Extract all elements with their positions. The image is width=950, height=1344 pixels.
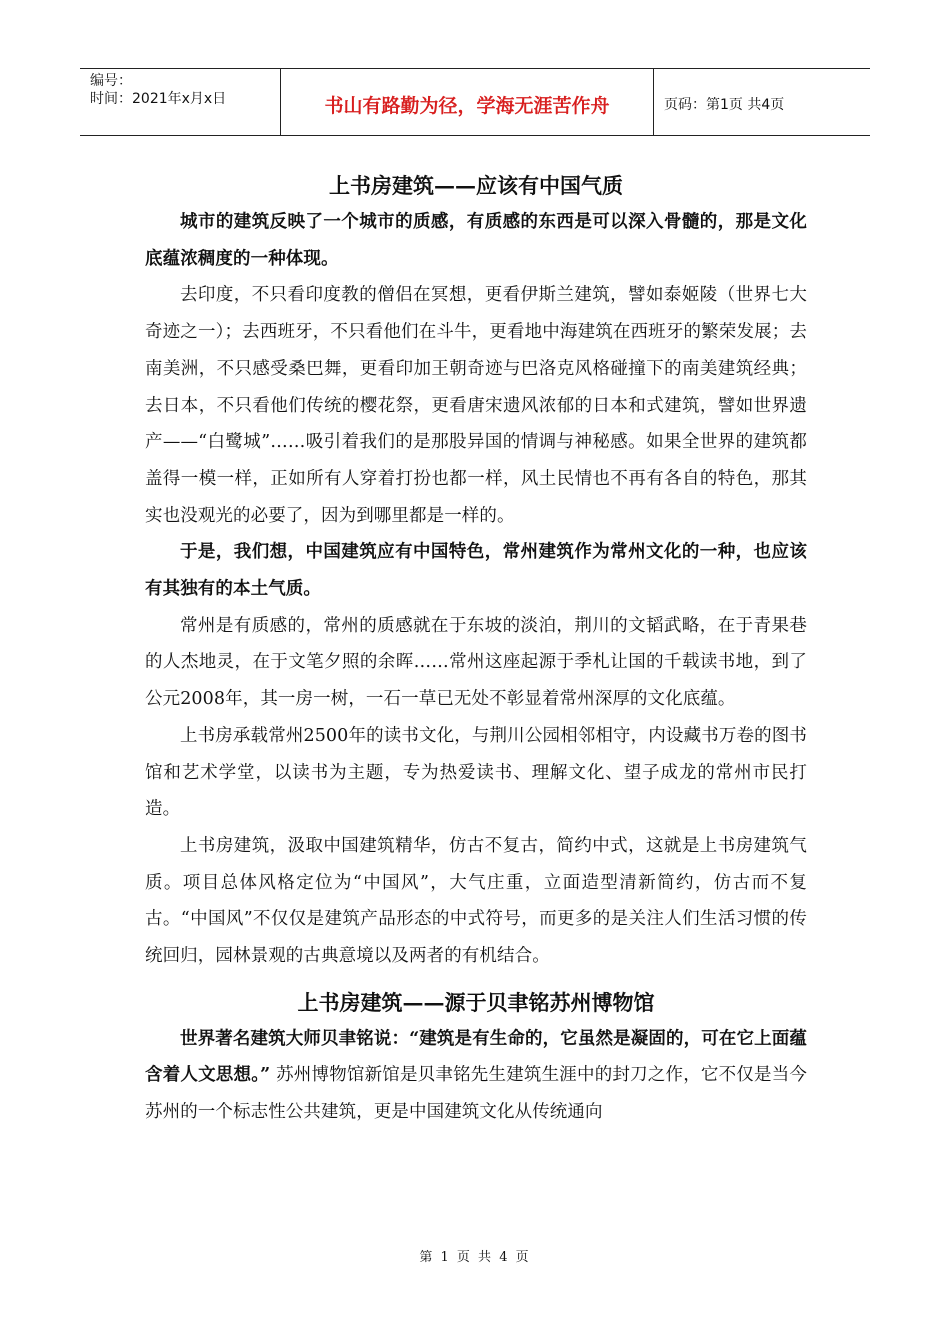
header-left-cell xyxy=(80,69,281,135)
section1-paragraph-3: 于是，我们想，中国建筑应有中国特色，常州建筑作为常州文化的一种，也应该有其独有的本土气质。 xyxy=(145,542,807,600)
section1-paragraph-1: 城市的建筑反映了一个城市的质感，有质感的东西是可以深入骨髓的，那是文化底蕴浓稠度的一种体现。 xyxy=(145,212,807,269)
page-footer: 第 1 页 共 4 页 xyxy=(419,1250,531,1265)
section1-paragraph-2: 去印度，不只看印度教的僧侣在冥想，更看伊斯兰建筑，譬如泰姬陵（世界七大奇迹之一）；去西班牙，不只看他们在斗牛，更看地中海建筑在西班牙的繁荣发展；去南美洲，不只感受桑巴舞，更看印加王朝奇迹与巴洛克风格碰撞下的南美建筑经典；去日本，不只看他们传统的樱花祭，更看唐宋遗风浓郁的日本和式建筑，譬如世界遗产——“白鹭城”……吸引着我们的是那股异国的情调与神秘感。如果全世界的建筑都盖得一模一样，正如所有人穿着打扮也都一样，风土民情也不再有各自的特色，那其实也没观光的必要了，因为到哪里都是一样的。 xyxy=(145,285,807,526)
section1-title: 上书房建筑——应该有中国气质 xyxy=(329,173,623,198)
number-label: 编号： xyxy=(90,73,132,89)
section1-paragraph-5: 上书房承载常州2500年的读书文化，与荆川公园相邻相守，内设藏书万卷的图书馆和艺术学堂，以读书为主题，专为热爱读书、理解文化、望子成龙的常州市民打造。 xyxy=(145,725,807,820)
section1-paragraph-4: 常州是有质感的，常州的质感就在于东坡的淡泊，荆川的文韬武略，在于青果巷的人杰地灵，在于文笔夕照的余晖……常州这座起源于季札让国的千载读书地，到了公元2008年，其一房一树，一石一草已无处不彰显着常州深厚的文化底蕴。 xyxy=(145,615,807,710)
section2-title: 上书房建筑——源于贝聿铭苏州博物馆 xyxy=(297,989,655,1015)
document-body xyxy=(145,168,807,1131)
section2-quote: 世界著名建筑大师贝聿铭说：“建筑是有生命的，它虽然是凝固的，可在它上面蕴含着人文思想。” xyxy=(145,1028,807,1086)
header-motto: 书山有路勤为径，学海无涯苦作舟 xyxy=(281,69,654,135)
section2-paragraph-1 xyxy=(145,1021,807,1131)
section1-paragraph-6: 上书房建筑，汲取中国建筑精华，仿古不复古，简约中式，这就是上书房建筑气质。项目总体风格定位为“中国风”，大气庄重，立面造型清新简约，仿古而不复古。“中国风”不仅仅是建筑产品形态的中式符号，而更多的是关注人们生活习惯的传统回归，园林景观的古典意境以及两者的有机结合。 xyxy=(145,835,807,967)
header-table xyxy=(80,68,870,136)
header-page-code: 页码：第1页 共4页 xyxy=(664,97,785,113)
time-label: 时间：2021年x月x日 xyxy=(90,91,227,107)
section2-paragraph-1-rest: 苏州博物馆新馆是贝聿铭先生建筑生涯中的封刀之作，它不仅是当今苏州的一个标志性公共建筑，更是中国建筑文化从传统通向 xyxy=(145,1065,807,1123)
